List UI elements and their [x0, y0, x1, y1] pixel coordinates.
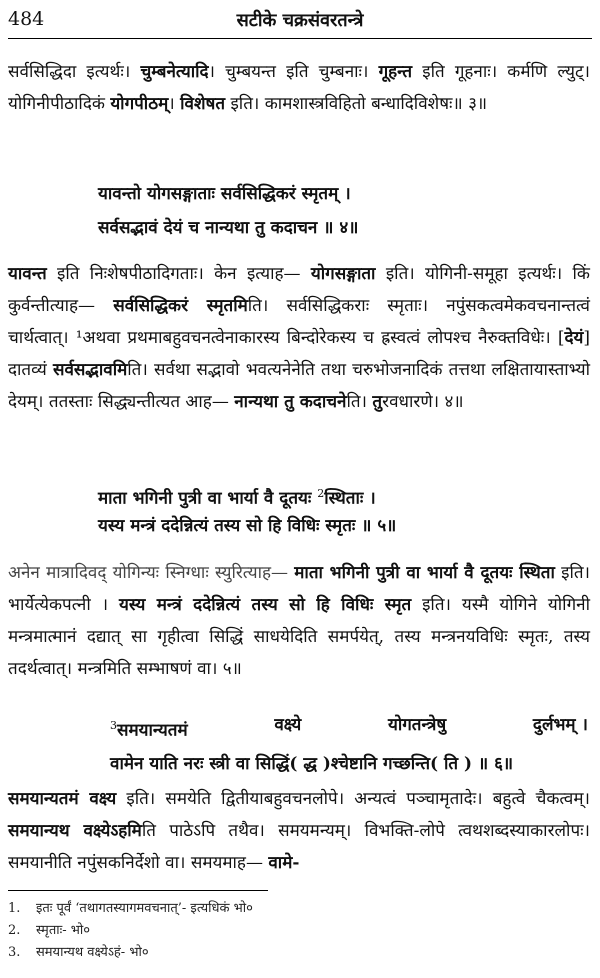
footnote-1: [8, 898, 253, 920]
bold-lemma: देयं: [564, 328, 584, 348]
bold-lemma: वामे-: [268, 853, 300, 873]
bold-lemma: सर्वसिद्धिकरं स्मृतमि: [113, 296, 248, 316]
bold-lemma: यस्य मन्त्रं ददेन्नित्यं तस्य सो हि विधिः स्मृत: [118, 595, 412, 615]
commentary-text: ति पाठेऽपि तथैव। समयमन्यम्। विभक्ति-लोपे त्वथशब्दस्याकारलोपः। समयानीति नपुंसकनिर्देशो वा। समयमाह—: [8, 821, 590, 873]
commentary-text: इति। समयेति द्वितीयाबहुवचनलोपे। अन्यत्वं पञ्चामृतादेः। बहुत्वे चैकत्वम्।: [116, 789, 590, 809]
bold-lemma: योगपीठम्: [110, 94, 169, 114]
commentary-text: सर्वसिद्धिदा इत्यर्थः।: [8, 62, 141, 82]
bold-lemma: नान्यथा तु कदाचने: [234, 392, 347, 412]
verse-6-word-2: वक्ष्ये: [274, 715, 302, 735]
commentary-text: इति। योगिनी-समूहा इत्यर्थः। किं कुर्वन्तीत्याह—: [8, 264, 590, 316]
bold-lemma: समयान्यतमं वक्ष्य: [8, 789, 117, 809]
verse-6-line-2: [110, 748, 588, 781]
footnote-text: इतः पूर्वं ‘तथागतस्यागमवचनात्’- इत्यधिकं भो०: [36, 901, 253, 916]
commentary-text: ति।: [346, 392, 373, 412]
bold-lemma: समयान्यथ वक्ष्येऽहमि: [8, 821, 142, 841]
verse-5-line-1-text-a: माता भगिनी पुत्री वा भार्या वै दूतयः: [98, 488, 318, 509]
page-number: 484: [8, 8, 45, 30]
footnote-3: [8, 942, 253, 964]
commentary-text: इति निःशेषपीठादिगताः। केन इत्याह—: [46, 264, 311, 284]
verse-5-line-1-text-b: स्थिताः ।: [324, 488, 376, 509]
commentary-text: इति। यस्मै योगिने योगिनी मन्त्रमात्मानं दद्यात् सा गृहीत्वा सिद्धिं साधयेदिति समर्पयेत्, तस्य मन्त्रनयविधिः स्मृतः, तस्य तदर्थत्वात्। मन्त्रमिति सम्भाषणं वा। ५॥: [8, 595, 590, 679]
commentary-text: । चुम्बयन्त इति चुम्बनाः।: [208, 62, 379, 82]
bold-lemma: योगसङ्गाता: [310, 264, 376, 284]
footnote-text: स्मृताः- भो०: [36, 923, 91, 938]
verse-6-line-2-text: वामेन याति नरः स्त्री वा सिद्धिं( द्ध )श्चेष्टानि गच्छन्ति( ति ) ॥ ६॥: [110, 753, 514, 774]
commentary-text: इति। भार्येत्येकपत्नी ।: [8, 563, 590, 615]
footnote-number: 1.: [8, 901, 21, 916]
verse-5-line-2: यस्य मन्त्रं ददेन्नित्यं तस्य सो हि विधिः स्मृतः ॥ ५॥: [98, 516, 397, 536]
bold-lemma: तु: [372, 392, 383, 412]
commentary-text: अनेन मात्रादिवद् योगिन्यः स्निग्धाः स्युरित्याह—: [8, 563, 295, 583]
verse-6-word-4: दुर्लभम् ।: [532, 715, 588, 735]
commentary-text: इति गूहनाः। कर्मणि ल्युट्। योगिनीपीठादिकं: [8, 62, 590, 114]
bold-lemma: गूहन्त: [378, 62, 413, 82]
commentary-paragraph-3: [8, 557, 590, 685]
bold-lemma: सर्वसद्भावमि: [52, 360, 128, 380]
footnote-marker-2: 2: [317, 487, 325, 500]
bold-lemma: चुम्बनेत्यादि: [140, 62, 209, 82]
commentary-paragraph-4: [8, 783, 590, 879]
verse-6-word-1: [110, 709, 188, 748]
commentary-text: ति। सर्वथा सद्भावो भवत्यनेनेति तथा चरुभोजनादिकं तत्तथा लक्षितायास्ताभ्यो देयम्। ततस्ताः सिद्ध्यन्तीत्यत आह—: [8, 360, 590, 412]
verse-6-word-3: योगतन्त्रेषु: [387, 715, 447, 735]
footnotes: [8, 898, 253, 964]
verse-4-line-1: यावन्तो योगसङ्गाताः सर्वसिद्धिकरं स्मृतम् ।: [98, 184, 351, 204]
commentary-text: ति। सर्वसिद्धिकराः स्मृताः। नपुंसकत्वमेकवचनान्तत्वं चार्थत्वात्। ¹अथवा प्रथमाबहुवचनत्वेनाकारस्य बिन्दोरेकस्य च ह्रस्वत्वं लोपश्च नैरुक्तविधेः। [: [8, 296, 590, 348]
header-rule: [8, 38, 592, 39]
commentary-paragraph-2: [8, 258, 590, 418]
commentary-paragraph-1: [8, 56, 590, 120]
page-header: [8, 4, 592, 38]
commentary-text: ।: [168, 94, 181, 114]
bold-lemma: यावन्त: [8, 264, 47, 284]
commentary-text: रवधारणे। ४॥: [382, 392, 464, 412]
bold-lemma: विशेषत: [180, 94, 226, 114]
commentary-text: इति। कामशास्त्रविहितो बन्धादिविशेषः॥ ३॥: [225, 94, 488, 114]
footnote-number: 3.: [8, 945, 21, 960]
verse-4-line-2: सर्वसद्भावं देयं च नान्यथा तु कदाचन ॥ ४॥: [98, 218, 359, 238]
verse-6-word-1-text: समयान्यतमं: [117, 720, 188, 741]
running-title: सटीके चक्रसंवरतन्त्रे: [236, 10, 364, 31]
verse-6: [110, 709, 588, 781]
bold-lemma: माता भगिनी पुत्री वा भार्या वै दूतयः स्थिता: [294, 563, 555, 583]
footnote-marker-3: 3: [110, 719, 117, 732]
commentary-text: ] दातव्यं: [8, 328, 590, 380]
footnote-2: [8, 920, 253, 942]
footnote-rule: [8, 890, 268, 891]
footnote-text: समयान्यथ वक्ष्येऽहं- भो०: [36, 945, 149, 960]
footnote-number: 2.: [8, 923, 21, 938]
verse-6-line-1: [110, 709, 588, 748]
